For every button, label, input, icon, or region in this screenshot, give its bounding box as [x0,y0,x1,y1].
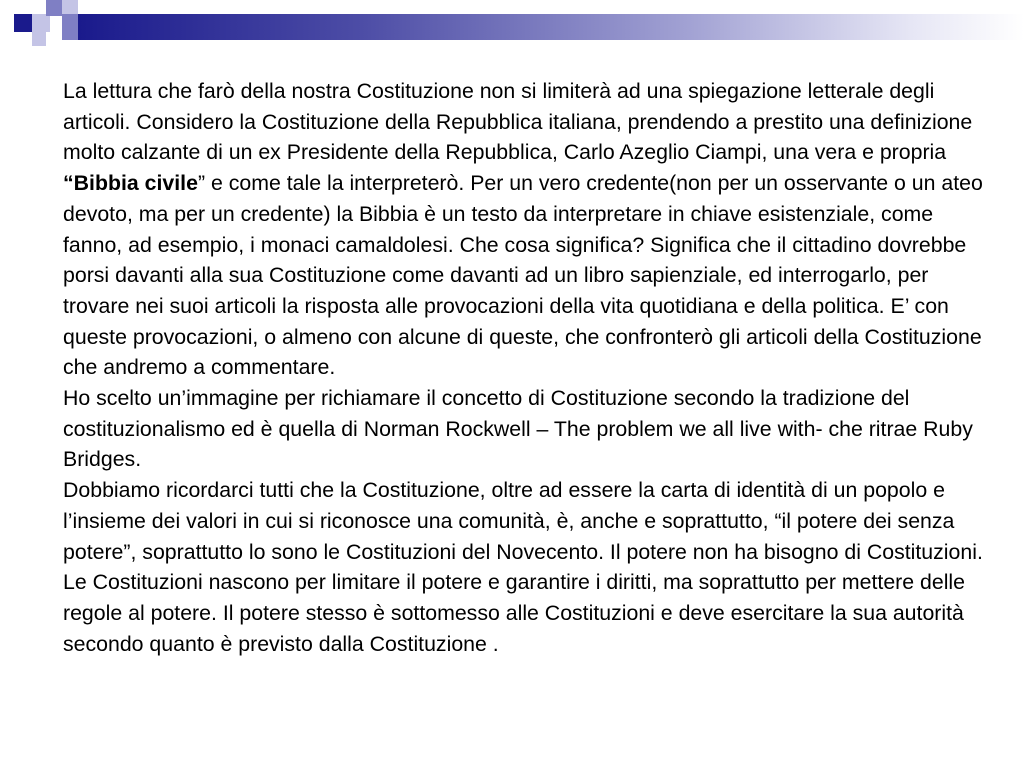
header-decoration [0,0,1024,50]
slide-body-text [63,76,993,659]
paragraph-1-text-end: ” e come tale la interpreterò. Per un vero credente(non per un osservante o un ateo devoto, ma per un credente) la Bibbia è un testo da interpretare in chiave esistenziale, come fanno, ad esempio, i monaci camaldolesi. Che cosa significa? Significa che il cittadino dovrebbe porsi davanti alla sua Costituzione come davanti ad un libro sapienziale, ed interrogarlo, per trovare nei suoi articoli la risposta alle provocazioni della vita quotidiana e della politica. E’ con queste provocazioni, o almeno con alcune di queste, che confronterò gli articoli della Costituzione che andremo a commentare. [63,171,983,380]
decorative-square-light [62,0,78,14]
header-gradient-bar [78,14,1024,40]
paragraph-1-emphasis: “Bibbia civile [63,171,198,196]
decorative-square-dark [14,14,32,32]
decorative-square-mid [62,14,78,40]
decorative-square-mid [46,0,62,16]
decorative-square-light [32,32,46,46]
paragraph-1 [63,76,993,383]
decorative-square-light [32,14,50,32]
paragraph-2: Ho scelto un’immagine per richiamare il concetto di Costituzione secondo la tradizione del costituzionalismo ed è quella di Norman Rockwell – The problem we all live with- che ritrae Ruby Bridges. [63,386,973,472]
paragraph-1-text-start: La lettura che farò della nostra Costituzione non si limiterà ad una spiegazione letterale degli articoli. Considero la Costituzione della Repubblica italiana, prendendo a prestito una definizione molto calzante di un ex Presidente della Repubblica, Carlo Azeglio Ciampi, una vera e propria [63,79,973,165]
paragraph-3: Dobbiamo ricordarci tutti che la Costituzione, oltre ad essere la carta di identità di un popolo e l’insieme dei valori in cui si riconosce una comunità, è, anche e soprattutto, “il potere dei senza potere”, soprattutto lo sono le Costituzioni del Novecento. Il potere non ha bisogno di Costituzioni. Le Costituzioni nascono per limitare il potere e garantire i diritti, ma soprattutto per mettere delle regole al potere. Il potere stesso è sottomesso alle Costituzioni e deve esercitare la sua autorità secondo quanto è previsto dalla Costituzione . [63,478,983,656]
